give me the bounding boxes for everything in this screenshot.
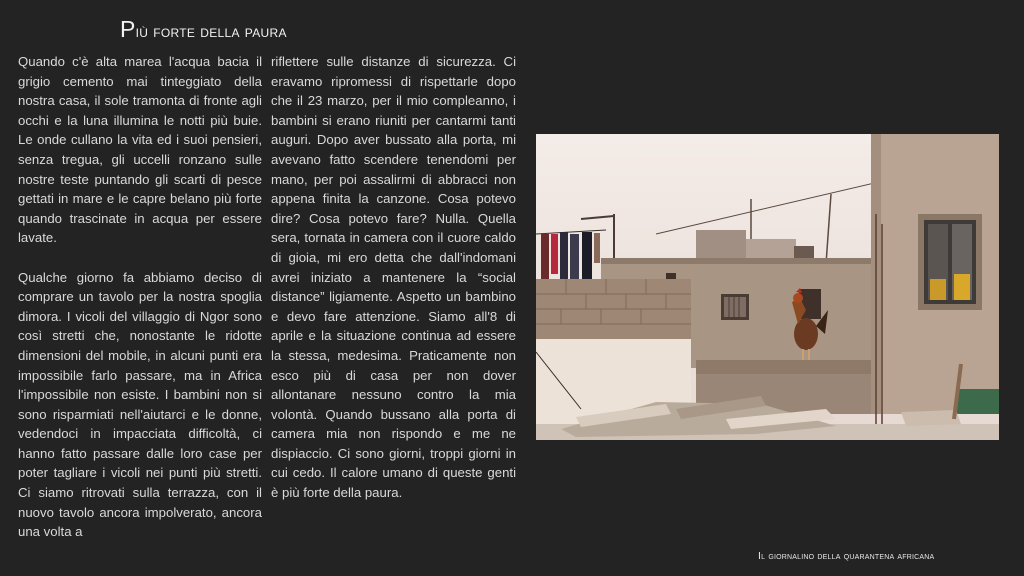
title-initial: P — [120, 16, 136, 42]
footer-initial: I — [758, 550, 762, 562]
footer-publication-name — [758, 550, 934, 562]
paragraph-2: Qualche giorno fa abbiamo deciso di comprare un tavolo per la nostra spoglia dimora. I vicoli del villaggio di Ngor sono così stretti che, nonostante le ridotte dimensioni del mobile, in alcuni punti era impossibile farlo passare, ma in Africa l'impossibile non esiste. I bambini non si sono risparmiati nell'aiutarci e le donne, vedendoci in impacciata difficoltà, ci hanno fatto passare dalle loro case per poter tagliare i vicoli nei punti più stretti. Ci siamo ritrovati sulla terrazza, con il nuovo tavolo ancora impolverato, ancora una volta a — [18, 269, 262, 540]
article-column-left — [18, 52, 262, 542]
paragraph-1: Quando c'è alta marea l'acqua bacia il grigio cemento mai tinteggiato della nostra casa, il sole tramonta di fronte agli occhi e la luna illumina le notti più buie. Le onde cullano la vita ed i suoi pensieri, senza tregua, gli uccelli ronzano sulle nostre teste puntando gli scarti di pesce gettati in mare e le capre belano più forte quando trascinate in acqua per essere lavate. — [18, 54, 262, 246]
rooftop-rooster-image — [536, 134, 999, 440]
paragraph-3: riflettere sulle distanze di sicurezza. Ci eravamo ripromessi di rispettarle dopo che il 23 marzo, per il mio compleanno, i bambini si erano riuniti per cantarmi tanti auguri. Dopo aver bussato alla porta, mi avevano fatto scendere tenendomi per mano, per poi assalirmi di abbracci non appena finita la canzone. Cosa potevo dire? Cosa potevo fare? Nulla. Quella sera, tornata in camera con il cuore caldo di gioia, mi ero detta che dall'indomani avrei iniziato a mantenere la “social distance” ligiamente. Aspetto un bambino e devo fare attenzione. Siamo all'8 di aprile e la situazione continua ad essere la stessa, medesima. Praticamente non esco più di casa per non dover allontanare nessuno contro la mia volontà. Quando bussano alla porta di camera mia non rispondo e me ne dispiaccio. Ci sono giorni, troppi giorni in cui cedo. Il calore umano di queste genti è più forte della paura. — [271, 54, 516, 501]
footer-rest: l giornalino della quarantena africana — [761, 550, 935, 562]
article-column-right — [271, 52, 516, 503]
title-rest: iù forte della paura — [135, 22, 287, 41]
rooftop-photo — [536, 134, 999, 440]
page-title — [120, 16, 380, 43]
